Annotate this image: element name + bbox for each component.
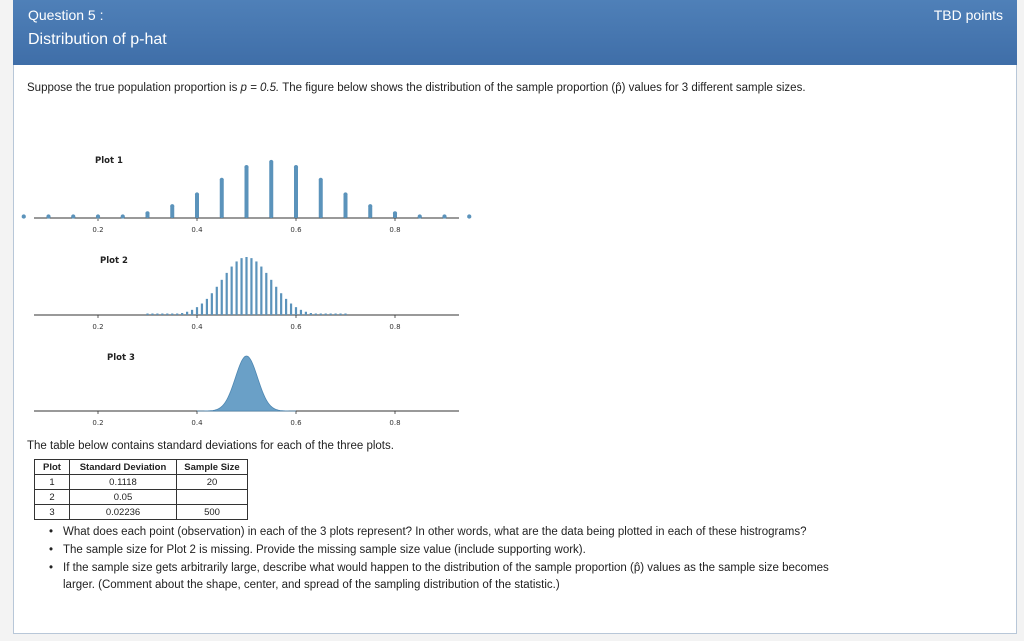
bar-tip	[145, 211, 149, 215]
bar	[295, 307, 297, 315]
bar	[285, 299, 287, 315]
x-tick-label: 0.4	[191, 419, 203, 427]
table-header-plot: Plot	[35, 460, 70, 475]
bar	[300, 310, 302, 315]
bar	[250, 258, 252, 315]
bar	[280, 293, 282, 315]
bar	[226, 273, 228, 315]
bar	[305, 312, 307, 315]
bar-tip	[22, 214, 26, 218]
question-list	[49, 524, 849, 595]
bar	[166, 314, 168, 316]
density-area	[197, 356, 296, 411]
bar	[255, 261, 257, 315]
bar	[270, 280, 272, 315]
bar-tip	[71, 214, 75, 218]
bar	[186, 312, 188, 315]
bar-tip	[170, 204, 174, 208]
table-row: 3 0.02236 500	[35, 505, 248, 520]
bar	[206, 299, 208, 315]
sd-table	[34, 459, 248, 520]
bar	[171, 314, 173, 316]
bar	[320, 314, 322, 316]
bar-tip	[294, 165, 298, 169]
x-tick-label: 0.6	[290, 226, 302, 234]
bar	[335, 314, 337, 316]
bar	[221, 280, 223, 315]
bar	[156, 314, 158, 316]
bar	[245, 167, 249, 218]
bar	[275, 287, 277, 315]
bar-tip	[96, 214, 100, 218]
bar-tip	[121, 214, 125, 218]
table-header-sd: Standard Deviation	[70, 460, 177, 475]
bar	[339, 314, 341, 316]
table-intro: The table below contains standard deviations for each of the three plots.	[27, 440, 394, 452]
table-header-n: Sample Size	[177, 460, 248, 475]
points-label: TBD points	[933, 7, 1003, 23]
x-tick-label: 0.8	[389, 323, 401, 331]
bar	[325, 314, 327, 316]
bar	[211, 293, 213, 315]
p-equation: p = 0.5.	[240, 82, 280, 94]
bar	[265, 273, 267, 315]
bar-tip	[244, 165, 248, 169]
bar	[201, 304, 203, 315]
bar	[196, 307, 198, 315]
x-tick-label: 0.8	[389, 419, 401, 427]
bar-tip	[467, 214, 471, 218]
list-item: • The sample size for Plot 2 is missing. Provide the missing sample size value (include supporting work).	[49, 544, 586, 556]
bar-tip	[195, 192, 199, 196]
bar	[269, 162, 273, 218]
table-row: 1 0.1118 20	[35, 475, 248, 490]
bar-tip	[368, 204, 372, 208]
intro-text: Suppose the true population proportion is p = 0.5. The figure below shows the distribution of the sample proportion (p̂) values for 3 different sample sizes.	[27, 82, 806, 94]
table-row: 2 0.05	[35, 490, 248, 505]
bar	[181, 313, 183, 315]
x-tick-label: 0.2	[92, 226, 104, 234]
bar	[245, 257, 247, 315]
bar	[330, 314, 332, 316]
bar-tip	[418, 214, 422, 218]
x-tick-label: 0.2	[92, 419, 104, 427]
bar-tip	[46, 214, 50, 218]
plot-title: Plot 1	[95, 156, 123, 166]
plot-title: Plot 2	[100, 256, 128, 266]
list-item: • What does each point (observation) in each of the 3 plots represent? In other words, what are the data being plotted in each of these histrograms?	[49, 526, 807, 538]
x-tick-label: 0.4	[191, 226, 203, 234]
bar-tip	[319, 178, 323, 182]
x-tick-label: 0.2	[92, 323, 104, 331]
x-tick-label: 0.6	[290, 323, 302, 331]
bar	[344, 314, 346, 316]
bar	[220, 180, 224, 218]
bar	[344, 195, 348, 218]
bar	[216, 287, 218, 315]
bar	[236, 261, 238, 315]
bar	[161, 314, 163, 316]
plot-title: Plot 3	[107, 353, 135, 363]
bar	[146, 314, 148, 316]
question-title: Distribution of p-hat	[28, 31, 167, 48]
bar	[319, 180, 323, 218]
x-tick-label: 0.4	[191, 323, 203, 331]
bar	[195, 195, 199, 218]
bar	[191, 310, 193, 315]
bar	[260, 267, 262, 315]
list-item: • If the sample size gets arbitrarily large, describe what would happen to the distribution of the sample proportion (p̂) values as the sample size becomes larger. (Comment about the shape, center, and spread of the sampling distribution of the statistic.)	[49, 562, 829, 591]
bar-tip	[343, 192, 347, 196]
bar	[294, 167, 298, 218]
bar-tip	[220, 178, 224, 182]
x-tick-label: 0.6	[290, 419, 302, 427]
bar-tip	[269, 160, 273, 164]
x-tick-label: 0.8	[389, 226, 401, 234]
bar	[240, 258, 242, 315]
bar	[151, 314, 153, 316]
question-number: Question 5 :	[28, 7, 104, 23]
bar	[290, 304, 292, 315]
bar	[315, 314, 317, 316]
bar	[176, 314, 178, 316]
bar	[231, 267, 233, 315]
bar-tip	[393, 211, 397, 215]
bar	[310, 313, 312, 315]
bar-tip	[442, 214, 446, 218]
